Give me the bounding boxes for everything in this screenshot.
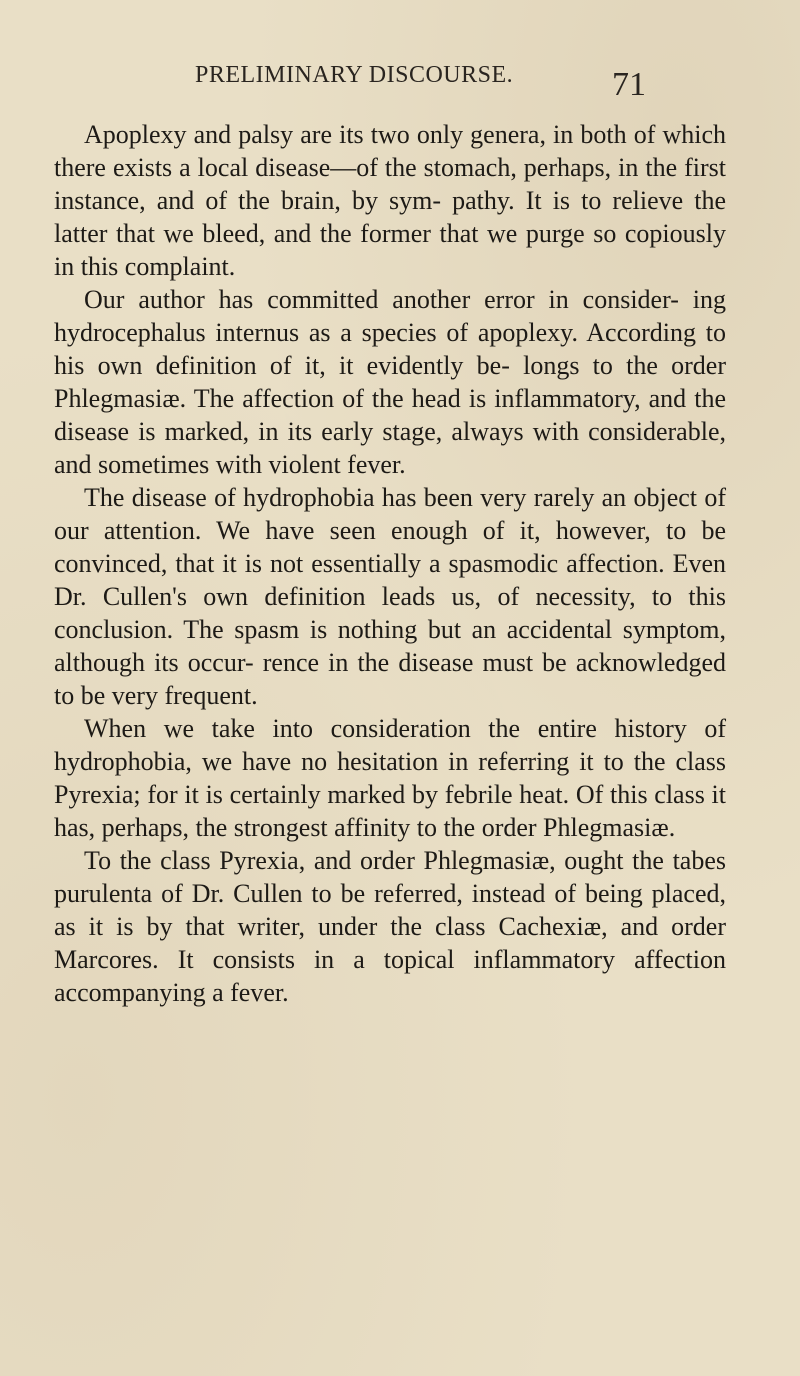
body-text — [54, 118, 726, 1009]
paragraph-hydrophobia: The disease of hydrophobia has been very rarely an object of our attention. We have seen enough of it, however, to be convinced, that it is not essentially a spasmodic affection. Even Dr. Cullen's own definition leads us, of necessity, to this conclusion. The spasm is nothing but an accidental symptom, although its occur- rence in the disease must be acknowledged to be very frequent. — [54, 483, 726, 710]
running-head — [195, 62, 646, 103]
paragraph-pyrexia-class: When we take into consideration the entire history of hydrophobia, we have no hesitation in referring it to the class Pyrexia; for it is certainly marked by febrile heat. Of this class it has, perhaps, the strongest affinity to the order Phlegmasiæ. — [54, 714, 726, 842]
paragraph-apoplexy: Apoplexy and palsy are its two only genera, in both of which there exists a local disease—of the stomach, perhaps, in the first instance, and of the brain, by sym- pathy. It is to relieve the latter that we bleed, and the former that we purge so copiously in this complaint. — [54, 120, 726, 281]
paragraph-tabes-purulenta: To the class Pyrexia, and order Phlegmasiæ, ought the tabes purulenta of Dr. Cullen to be referred, instead of being placed, as it is by that writer, under the class Cachexiæ, and order Marcores. It consists in a topical inflammatory affection accompanying a fever. — [54, 846, 726, 1007]
running-title: PRELIMINARY DISCOURSE. — [195, 62, 514, 88]
page-number: 71 — [612, 66, 646, 103]
paragraph-hydrocephalus: Our author has committed another error in consider- ing hydrocephalus internus as a species of apoplexy. According to his own definition of it, it evidently be- longs to the order Phlegmasiæ. The affection of the head is inflammatory, and the disease is marked, in its early stage, always with considerable, and sometimes with violent fever. — [54, 285, 726, 479]
